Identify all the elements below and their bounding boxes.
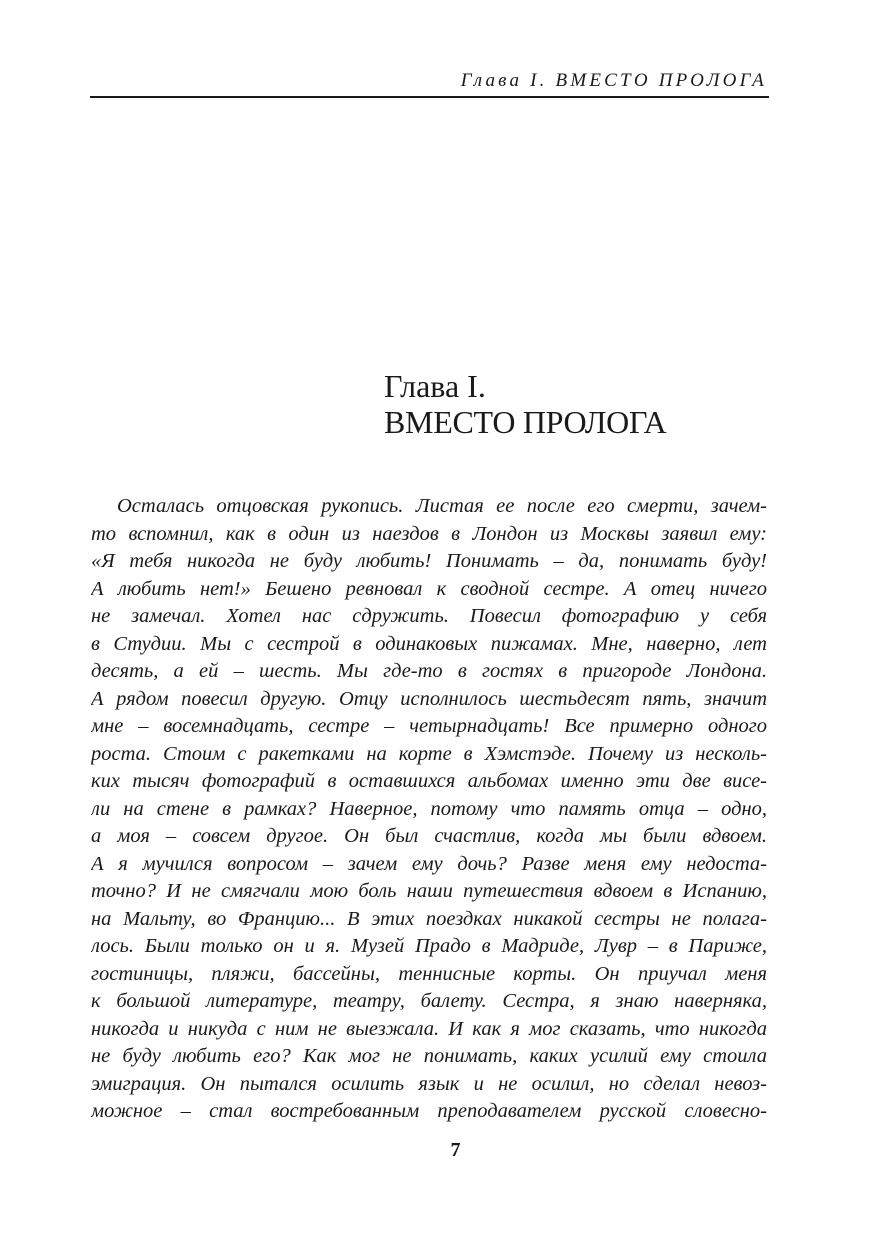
text-line: то вспомнил, как в один из наездов в Лондон из Москвы заявил ему:: [91, 522, 767, 545]
text-line: А любить нет!» Бешено ревновал к сводной сестре. А отец ничего: [91, 577, 767, 600]
text-line: мне – восемнадцать, сестре – четырнадцать! Все примерно одного: [91, 715, 767, 737]
text-line: роста. Стоим с ракетками на корте в Хэмстэде. Почему из несколь-: [91, 742, 767, 765]
text-line: «Я тебя никогда не буду любить! Понимать – да, понимать буду!: [91, 550, 767, 572]
text-line: на Мальту, во Францию... В этих поездках никакой сестры не полага-: [91, 907, 767, 930]
page-number: 7: [450, 1139, 461, 1161]
text-line: А рядом повесил другую. Отцу исполнилось шестьдесят пять, значит: [91, 687, 767, 710]
text-line: А я мучился вопросом – зачем ему дочь? Разве меня ему недоста-: [91, 852, 767, 875]
chapter-title: ВМЕСТО ПРОЛОГА: [384, 404, 667, 440]
text-line: не замечал. Хотел нас сдружить. Повесил фотографию у себя: [91, 605, 767, 627]
running-head: Глава I. ВМЕСТО ПРОЛОГА: [460, 70, 767, 91]
chapter-heading: [384, 368, 666, 440]
text-line: ких тысяч фотографий в оставшихся альбомах именно эти две висе-: [91, 770, 767, 792]
chapter-number: Глава I.: [384, 368, 486, 404]
text-line: десять, а ей – шесть. Мы где-то в гостях в пригороде Лондона.: [91, 660, 767, 682]
text-line: лось. Были только он и я. Музей Прадо в Мадриде, Лувр – в Париже,: [91, 935, 767, 957]
text-line: в Студии. Мы с сестрой в одинаковых пижамах. Мне, наверно, лет: [91, 632, 767, 655]
text-line: точно? И не смягчали мою боль наши путешествия вдвоем в Испанию,: [91, 880, 767, 902]
text-line: ли на стене в рамках? Наверное, потому что память отца – одно,: [91, 797, 767, 820]
text-line: можное – стал востребованным преподавателем русской словесно-: [91, 1100, 767, 1122]
text-line: никогда и никуда с ним не выезжала. И как я мог сказать, что никогда: [91, 1017, 767, 1040]
text-line: гостиницы, пляжи, бассейны, теннисные корты. Он приучал меня: [91, 962, 767, 985]
text-line: к большой литературе, театру, балету. Сестра, я знаю наверняка,: [91, 990, 767, 1012]
header-rule: [90, 96, 769, 98]
text-line: а моя – совсем другое. Он был счастлив, когда мы были вдвоем.: [91, 825, 767, 847]
text-line: Осталась отцовская рукопись. Листая ее после его смерти, зачем-: [117, 495, 767, 517]
body-text: [91, 493, 767, 1126]
text-line: не буду любить его? Как мог не понимать, каких усилий ему стоила: [91, 1045, 767, 1067]
text-line: эмиграция. Он пытался осилить язык и не осилил, но сделал невоз-: [91, 1072, 767, 1095]
